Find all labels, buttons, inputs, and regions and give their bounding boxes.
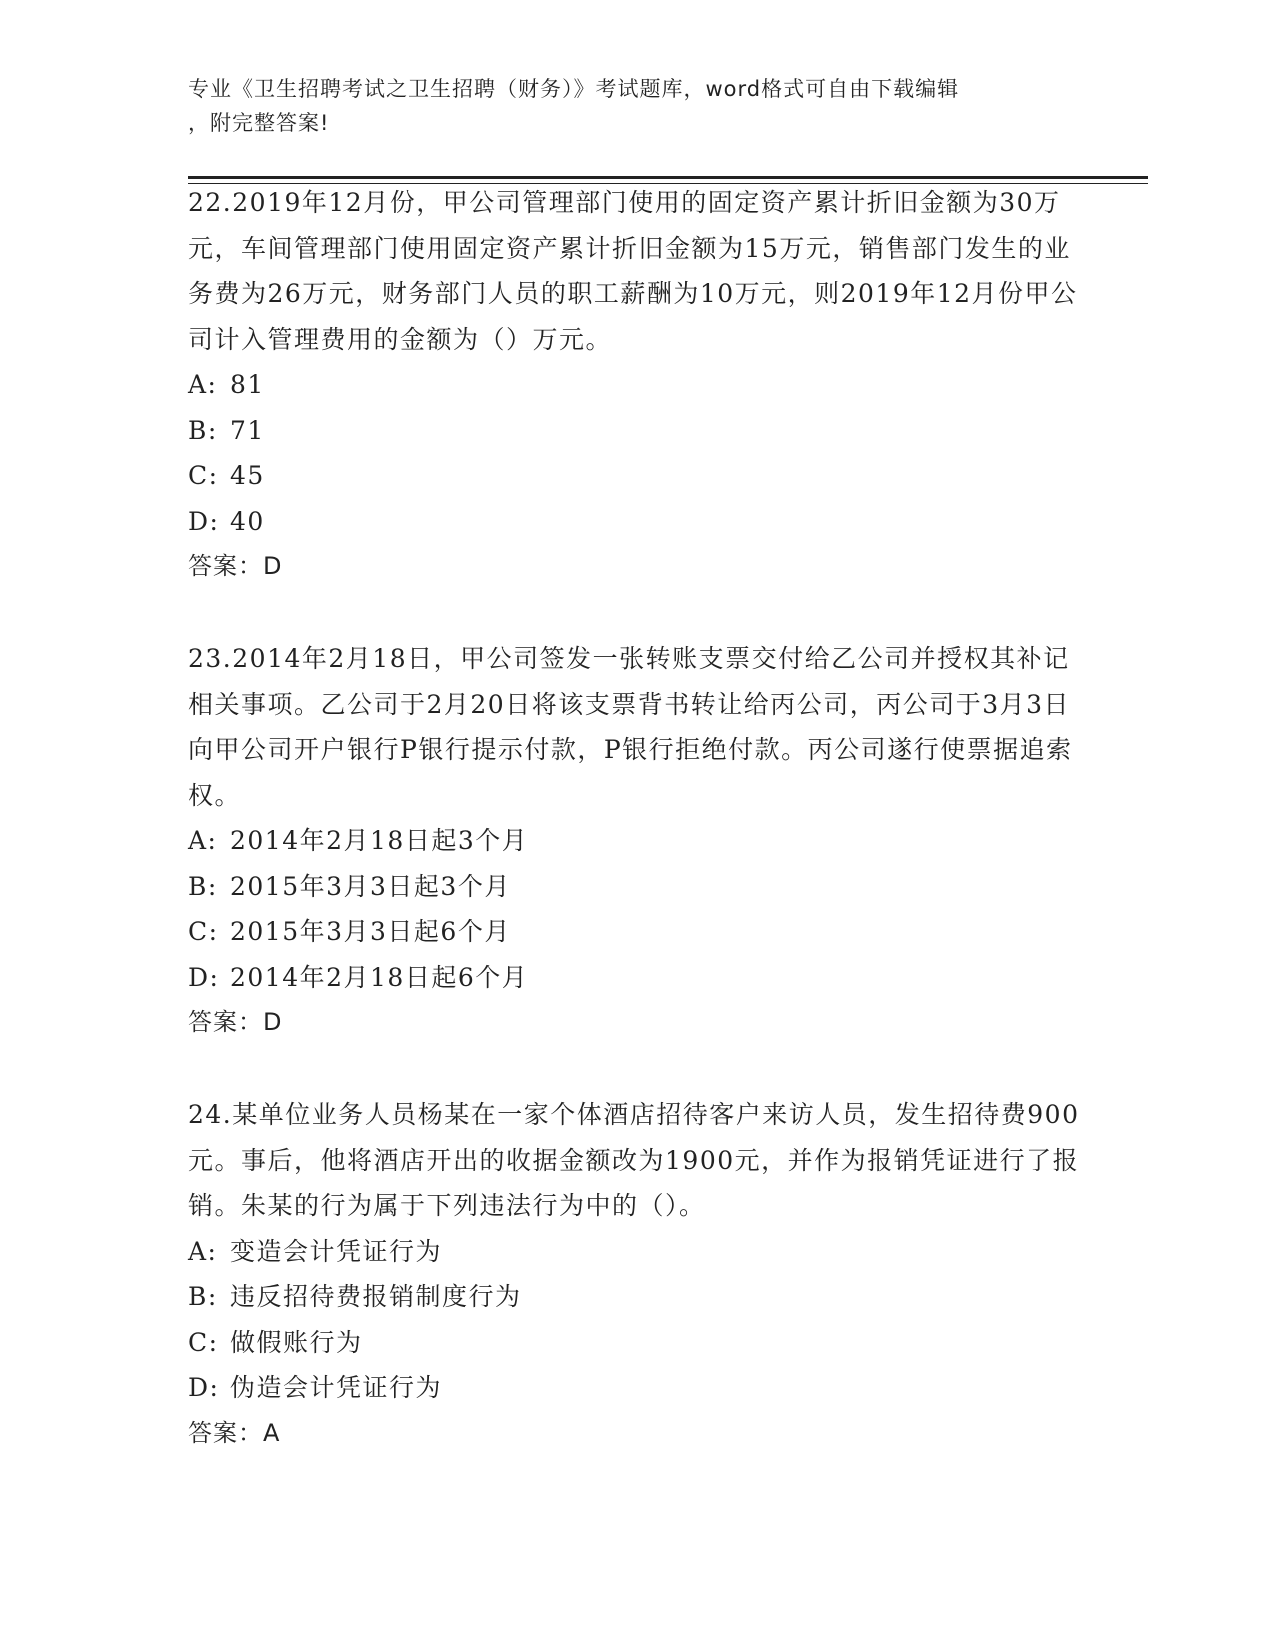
option-text: 2014年2月18日起6个月: [230, 962, 529, 992]
option-letter: B:: [188, 871, 218, 901]
option-letter: B:: [188, 1282, 218, 1311]
option-text: 2014年2月18日起3个月: [230, 826, 529, 855]
document-header: [188, 72, 1088, 140]
option-text: 伪造会计凭证行为: [230, 1373, 443, 1402]
answer-label: 答案：A: [188, 1418, 281, 1447]
option-text: 2015年3月3日起6个月: [230, 917, 511, 946]
option-letter: A:: [188, 370, 218, 399]
option-letter: C:: [188, 917, 219, 946]
answer-label: 答案：D: [188, 1008, 283, 1036]
option-letter: D:: [188, 1373, 220, 1402]
option-letter: C:: [188, 461, 219, 490]
question-22: [188, 180, 1088, 590]
option-a: [188, 1229, 1088, 1275]
option-letter: C:: [188, 1327, 219, 1357]
option-d: [188, 499, 1088, 545]
option-text: 变造会计凭证行为: [230, 1236, 443, 1266]
question-23: [188, 636, 1088, 1046]
option-b: [188, 408, 1088, 454]
option-b: [188, 1274, 1088, 1320]
option-text: 81: [230, 370, 265, 399]
option-d: [188, 955, 1088, 1001]
option-letter: A:: [188, 1236, 218, 1266]
header-divider-thick: [188, 176, 1148, 179]
option-text: 违反招待费报销制度行为: [230, 1282, 522, 1311]
option-d: [188, 1365, 1088, 1411]
option-text: 45: [230, 461, 265, 490]
question-24: [188, 1092, 1088, 1456]
option-b: [188, 864, 1088, 910]
question-text: 22.2019年12月份，甲公司管理部门使用的固定资产累计折旧金额为30万元，车间管理部门使用固定资产累计折旧金额为15万元，销售部门发生的业务费为26万元，财务部门人员的职工薪酬为10万元，则2019年12月份甲公司计入管理费用的金额为（）万元。: [188, 188, 1078, 354]
option-text: 做假账行为: [230, 1327, 363, 1357]
option-text: 40: [230, 506, 265, 536]
option-letter: B:: [188, 415, 218, 445]
header-line-2: ，附完整答案!: [188, 111, 330, 135]
header-line-1: 专业《卫生招聘考试之卫生招聘（财务）》考试题库，word格式可自由下载编辑: [188, 77, 960, 101]
option-text: 71: [230, 415, 265, 445]
option-a: [188, 818, 1088, 864]
option-text: 2015年3月3日起3个月: [230, 871, 511, 901]
answer-label: 答案：D: [188, 552, 283, 580]
question-text: 23.2014年2月18日，甲公司签发一张转账支票交付给乙公司并授权其补记相关事项。乙公司于2月20日将该支票背书转让给丙公司，丙公司于3月3日向甲公司开户银行P银行提示付款，P银行拒绝付款。丙公司遂行使票据追索权。: [188, 644, 1073, 810]
option-letter: D:: [188, 962, 220, 992]
option-c: [188, 909, 1088, 955]
option-letter: D:: [188, 506, 220, 536]
option-letter: A:: [188, 826, 218, 855]
option-c: [188, 1320, 1088, 1366]
question-text: 24.某单位业务人员杨某在一家个体酒店招待客户来访人员，发生招待费900元。事后，他将酒店开出的收据金额改为1900元，并作为报销凭证进行了报销。朱某的行为属于下列违法行为中的（）。: [188, 1100, 1080, 1220]
option-c: [188, 453, 1088, 499]
option-a: [188, 362, 1088, 408]
